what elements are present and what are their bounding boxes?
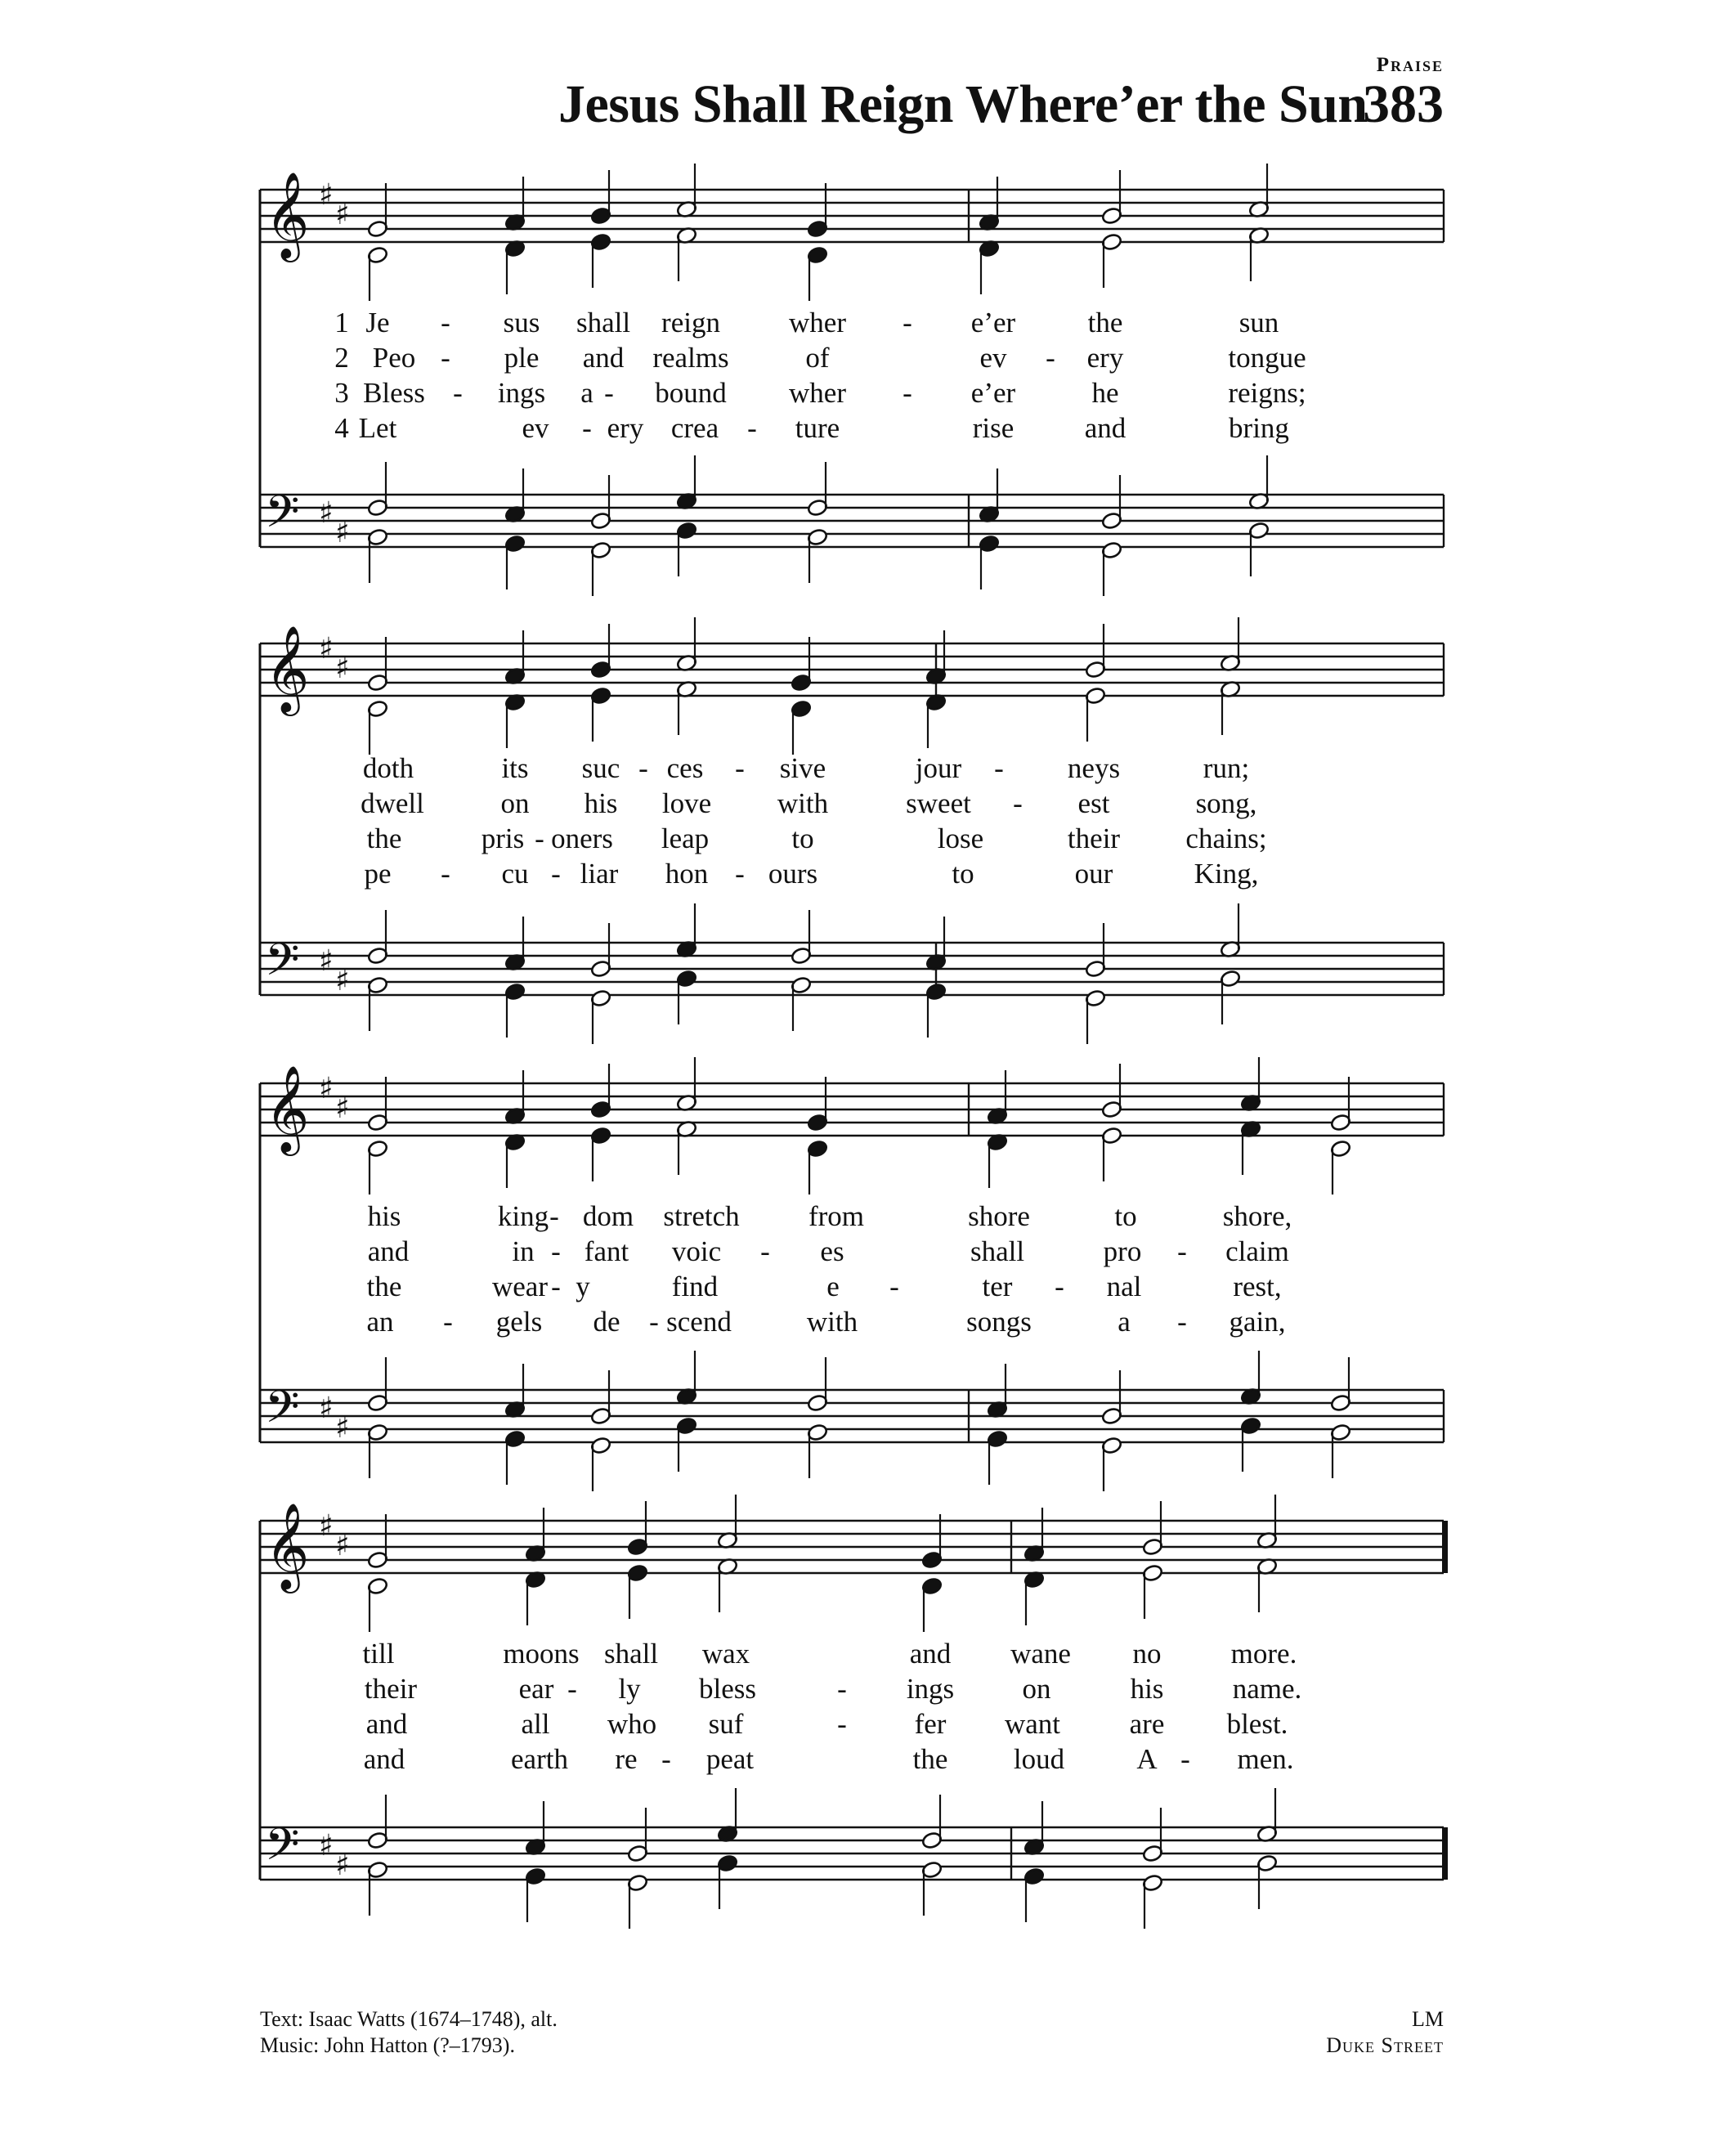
lyric-syllable: wane [1010, 1638, 1071, 1670]
lyric-syllable: the [366, 823, 402, 854]
lyric-syllable: with [806, 1306, 858, 1338]
lyric-syllable: bless [699, 1673, 756, 1705]
bass-clef: 𝄢 [265, 1818, 300, 1881]
lyric-syllable: hon [665, 858, 709, 890]
verse-number: 3 [334, 377, 349, 409]
lyric-syllable: de [593, 1306, 620, 1338]
lyric-syllable: pris [481, 823, 525, 854]
bass-clef: 𝄢 [265, 1381, 300, 1444]
lyric-syllable: doth [362, 752, 414, 784]
lyric-syllable: his [1130, 1673, 1164, 1705]
lyric-syllable: who [607, 1708, 657, 1740]
lyric-hyphen: - [649, 1306, 659, 1338]
lyric-syllable: the [366, 1271, 402, 1302]
lyric-syllable: oners [551, 823, 613, 854]
lyric-syllable: Peo [372, 342, 416, 374]
lyric-syllable: gain, [1229, 1306, 1286, 1338]
lyric-hyphen: - [661, 1743, 671, 1775]
lyric-syllable: all [521, 1708, 550, 1740]
lyric-hyphen: - [582, 412, 592, 444]
lyric-hyphen: - [760, 1235, 770, 1267]
lyric-syllable: sweet [906, 787, 971, 819]
lyric-syllable: ly [618, 1673, 641, 1705]
treble-clef: 𝄞 [265, 1065, 310, 1152]
lyric-syllable: his [367, 1200, 401, 1232]
lyric-hyphen: - [551, 1235, 561, 1267]
lyric-syllable: the [1087, 307, 1123, 338]
treble-clef: 𝄞 [265, 1502, 310, 1589]
lyric-syllable: name. [1232, 1673, 1302, 1705]
key-sharp: ♯ [335, 1849, 350, 1882]
lyric-hyphen: - [604, 377, 614, 409]
lyric-syllable: more. [1230, 1638, 1297, 1670]
key-sharp: ♯ [319, 944, 334, 978]
category-label: Praise [1376, 54, 1444, 76]
lyric-hyphen: - [735, 752, 745, 784]
lyric-hyphen: - [903, 377, 912, 409]
lyric-hyphen: - [903, 307, 912, 338]
lyric-hyphen: - [638, 752, 648, 784]
hymn-number: 383 [1363, 74, 1444, 134]
lyric-syllable: reigns; [1228, 377, 1306, 409]
lyric-syllable: moons [503, 1638, 580, 1670]
lyric-syllable: shall [970, 1235, 1025, 1267]
key-sharp: ♯ [319, 496, 334, 530]
verse-number: 1 [334, 307, 349, 338]
lyric-hyphen: - [837, 1708, 847, 1740]
lyric-hyphen: - [441, 307, 450, 338]
lyric-syllable: wher [789, 307, 846, 338]
lyric-syllable: an [366, 1306, 394, 1338]
lyric-syllable: liar [580, 858, 619, 890]
lyric-syllable: on [500, 787, 530, 819]
text-credit: Text: Isaac Watts (1674–1748), alt. [260, 2007, 558, 2031]
lyric-syllable: chains; [1185, 823, 1267, 854]
lyric-hyphen: - [551, 858, 561, 890]
lyric-syllable: songs [966, 1306, 1032, 1338]
lyric-syllable: its [501, 752, 529, 784]
lyric-syllable: suc [581, 752, 620, 784]
lyric-syllable: bound [655, 377, 727, 409]
lyric-syllable: men. [1237, 1743, 1294, 1775]
lyric-syllable: ces [666, 752, 704, 784]
lyric-syllable: their [1067, 823, 1121, 854]
lyric-syllable: stretch [663, 1200, 740, 1232]
lyric-syllable: sun [1238, 307, 1279, 338]
lyric-hyphen: - [535, 823, 544, 854]
lyric-syllable: claim [1225, 1235, 1289, 1267]
lyric-syllable: sive [779, 752, 826, 784]
lyric-syllable: love [661, 787, 712, 819]
lyric-syllable: nal [1106, 1271, 1142, 1302]
lyric-hyphen: - [441, 858, 450, 890]
lyric-syllable: ear [518, 1673, 554, 1705]
lyric-syllable: their [364, 1673, 418, 1705]
lyric-hyphen: - [1046, 342, 1055, 374]
lyric-syllable: the [912, 1743, 948, 1775]
lyric-syllable: wax [701, 1638, 750, 1670]
lyric-syllable: from [808, 1200, 865, 1232]
key-sharp: ♯ [335, 198, 350, 231]
verse-number: 4 [334, 412, 349, 444]
lyric-syllable: y [576, 1271, 590, 1302]
lyric-syllable: to [952, 858, 974, 890]
lyric-hyphen: - [441, 342, 450, 374]
lyric-hyphen: - [549, 1200, 559, 1232]
lyric-syllable: his [584, 787, 618, 819]
lyric-syllable: rise [972, 412, 1015, 444]
lyric-hyphen: - [837, 1673, 847, 1705]
key-sharp: ♯ [335, 652, 350, 685]
lyric-syllable: ple [504, 342, 540, 374]
lyric-syllable: and [1084, 412, 1127, 444]
lyric-syllable: and [365, 1708, 408, 1740]
lyric-syllable: king [497, 1200, 549, 1232]
lyric-syllable: e [826, 1271, 840, 1302]
lyric-hyphen: - [1177, 1306, 1187, 1338]
lyric-syllable: Let [358, 412, 397, 444]
lyric-syllable: wear [491, 1271, 549, 1302]
key-sharp: ♯ [335, 1529, 350, 1562]
lyric-syllable: shore [968, 1200, 1030, 1232]
verse-number: 2 [334, 342, 349, 374]
lyric-syllable: King, [1194, 858, 1259, 890]
lyric-syllable: bring [1229, 412, 1289, 444]
lyric-syllable: realms [652, 342, 729, 374]
lyric-syllable: est [1077, 787, 1110, 819]
lyric-syllable: blest. [1226, 1708, 1288, 1740]
lyric-syllable: tongue [1228, 342, 1306, 374]
lyric-syllable: song, [1195, 787, 1257, 819]
lyric-syllable: to [1114, 1200, 1137, 1232]
lyric-syllable: gels [495, 1306, 543, 1338]
lyric-syllable: ours [768, 858, 818, 890]
key-sharp: ♯ [319, 178, 334, 212]
lyric-syllable: neys [1067, 752, 1121, 784]
lyric-hyphen: - [1055, 1271, 1064, 1302]
lyric-syllable: run; [1203, 752, 1250, 784]
treble-clef: 𝄞 [265, 625, 310, 712]
lyric-syllable: on [1022, 1673, 1051, 1705]
lyric-syllable: shall [576, 307, 631, 338]
lyric-syllable: voic [671, 1235, 722, 1267]
lyric-hyphen: - [567, 1673, 577, 1705]
key-sharp: ♯ [335, 964, 350, 997]
lyric-syllable: reign [661, 307, 720, 338]
lyric-syllable: e’er [970, 377, 1016, 409]
lyric-syllable: dwell [361, 787, 424, 819]
bass-clef: 𝄢 [265, 934, 300, 997]
meter-label: LM [1412, 2007, 1444, 2031]
lyric-syllable: jour [915, 752, 962, 784]
music-credit: Music: John Hatton (?–1793). [260, 2033, 515, 2057]
lyric-hyphen: - [1180, 1743, 1190, 1775]
lyric-hyphen: - [551, 1271, 561, 1302]
lyric-syllable: earth [511, 1743, 568, 1775]
lyric-hyphen: - [1013, 787, 1023, 819]
lyric-syllable: and [582, 342, 625, 374]
lyric-syllable: and [909, 1638, 952, 1670]
lyric-syllable: find [671, 1271, 719, 1302]
lyric-hyphen: - [453, 377, 463, 409]
lyric-syllable: e’er [970, 307, 1016, 338]
lyric-hyphen: - [889, 1271, 899, 1302]
lyric-syllable: with [777, 787, 829, 819]
lyric-syllable: lose [937, 823, 984, 854]
lyric-syllable: and [367, 1235, 410, 1267]
lyric-syllable: rest, [1233, 1271, 1282, 1302]
key-sharp: ♯ [335, 1091, 350, 1125]
tune-name: Duke Street [1326, 2033, 1444, 2057]
lyric-syllable: ery [1086, 342, 1124, 374]
final-barline [1442, 1521, 1448, 1573]
lyric-hyphen: - [443, 1306, 453, 1338]
lyric-syllable: shall [603, 1638, 659, 1670]
key-sharp: ♯ [319, 1829, 334, 1862]
lyric-syllable: ery [607, 412, 644, 444]
lyric-hyphen: - [735, 858, 745, 890]
bass-clef: 𝄢 [265, 486, 300, 549]
lyric-syllable: ture [795, 412, 840, 444]
lyric-syllable: of [805, 342, 830, 374]
lyric-syllable: crea [670, 412, 719, 444]
lyric-syllable: A [1136, 1743, 1158, 1775]
lyric-syllable: to [791, 823, 814, 854]
lyric-syllable: ter [982, 1271, 1013, 1302]
lyric-syllable: Je [365, 307, 390, 338]
key-sharp: ♯ [319, 1392, 334, 1425]
key-sharp: ♯ [319, 1072, 334, 1105]
lyric-syllable: fant [584, 1235, 629, 1267]
lyric-syllable: wher [789, 377, 846, 409]
lyric-syllable: in [512, 1235, 535, 1267]
lyric-hyphen: - [1177, 1235, 1187, 1267]
key-sharp: ♯ [335, 516, 350, 549]
lyric-syllable: ev [522, 412, 549, 444]
lyric-syllable: ings [906, 1673, 955, 1705]
lyric-syllable: want [1004, 1708, 1061, 1740]
hymn-title: Jesus Shall Reign Where’er the Sun [558, 74, 1368, 134]
lyric-syllable: ev [979, 342, 1007, 374]
key-sharp: ♯ [319, 632, 334, 666]
key-sharp: ♯ [319, 1509, 334, 1543]
lyric-syllable: a [580, 377, 593, 409]
final-barline [1442, 1827, 1448, 1880]
credits-left [260, 2006, 558, 2059]
treble-clef: 𝄞 [265, 171, 310, 258]
lyric-syllable: dom [582, 1200, 634, 1232]
lyric-syllable: leap [661, 823, 710, 854]
lyric-syllable: sus [503, 307, 540, 338]
lyric-syllable: a [1118, 1306, 1131, 1338]
lyric-syllable: es [820, 1235, 844, 1267]
lyric-syllable: Bless [363, 377, 425, 409]
lyric-syllable: re [615, 1743, 638, 1775]
credits-right [1326, 2006, 1444, 2059]
lyric-syllable: cu [501, 858, 529, 890]
lyric-syllable: are [1129, 1708, 1165, 1740]
lyric-syllable: shore, [1222, 1200, 1292, 1232]
key-sharp: ♯ [335, 1411, 350, 1445]
lyric-syllable: and [363, 1743, 405, 1775]
lyric-syllable: no [1132, 1638, 1162, 1670]
lyric-syllable: fer [914, 1708, 947, 1740]
lyric-syllable: he [1091, 377, 1119, 409]
lyric-syllable: our [1074, 858, 1113, 890]
lyric-syllable: ings [497, 377, 546, 409]
lyric-syllable: scend [666, 1306, 732, 1338]
lyric-syllable: suf [708, 1708, 744, 1740]
lyric-syllable: till [362, 1638, 395, 1670]
lyric-syllable: pe [364, 858, 392, 890]
lyric-syllable: loud [1013, 1743, 1065, 1775]
lyric-hyphen: - [994, 752, 1004, 784]
lyric-syllable: pro [1103, 1235, 1142, 1267]
lyric-hyphen: - [747, 412, 757, 444]
lyric-syllable: peat [705, 1743, 755, 1775]
